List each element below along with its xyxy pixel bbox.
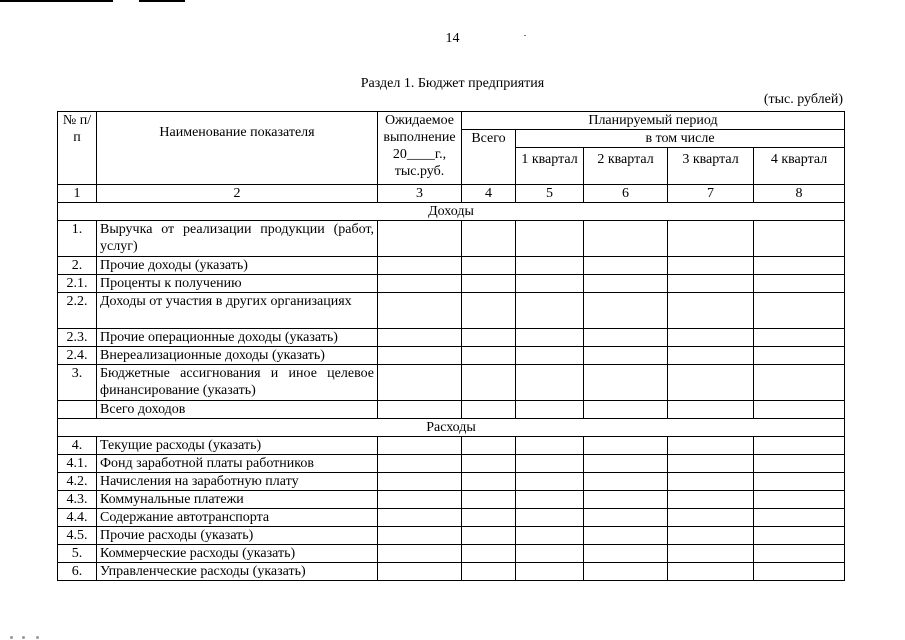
table-row bbox=[58, 545, 845, 563]
table-row bbox=[58, 329, 845, 347]
column-number: 5 bbox=[516, 185, 584, 203]
table-row bbox=[58, 347, 845, 365]
value-cell[interactable] bbox=[462, 563, 516, 581]
header-num: № п/п bbox=[58, 112, 97, 185]
header-expected-line3: 20____г., bbox=[392, 147, 447, 162]
header-expected bbox=[378, 112, 462, 185]
table-row bbox=[58, 221, 845, 257]
column-number: 1 bbox=[58, 185, 97, 203]
value-cell[interactable] bbox=[584, 257, 668, 275]
value-cell[interactable] bbox=[754, 473, 845, 491]
header-quarter-1: 1 квартал bbox=[516, 148, 584, 185]
value-cell[interactable] bbox=[462, 329, 516, 347]
row-number: 6. bbox=[58, 563, 97, 581]
header-planned: Планируемый период bbox=[462, 112, 845, 130]
value-cell[interactable] bbox=[754, 491, 845, 509]
table-row bbox=[58, 293, 845, 329]
value-cell[interactable] bbox=[668, 329, 754, 347]
row-label: Прочие операционные доходы (указать) bbox=[97, 329, 378, 347]
value-cell[interactable] bbox=[462, 257, 516, 275]
column-number-row bbox=[58, 185, 845, 203]
header-including: в том числе bbox=[516, 130, 845, 148]
section-title: Раздел 1. Бюджет предприятия bbox=[360, 76, 545, 91]
section-header: Доходы bbox=[58, 203, 845, 221]
value-cell[interactable] bbox=[462, 491, 516, 509]
value-cell[interactable] bbox=[584, 473, 668, 491]
row-label: Содержание автотранспорта bbox=[97, 509, 378, 527]
value-cell[interactable] bbox=[668, 527, 754, 545]
value-cell[interactable] bbox=[516, 455, 584, 473]
value-cell[interactable] bbox=[754, 401, 845, 419]
value-cell[interactable] bbox=[378, 473, 462, 491]
table-row bbox=[58, 437, 845, 455]
row-number: 2. bbox=[58, 257, 97, 275]
header-quarter-3: 3 квартал bbox=[668, 148, 754, 185]
row-number: 2.1. bbox=[58, 275, 97, 293]
row-number: 4.2. bbox=[58, 473, 97, 491]
value-cell[interactable] bbox=[668, 473, 754, 491]
value-cell[interactable] bbox=[584, 293, 668, 329]
header-total: Всего bbox=[462, 130, 516, 185]
value-cell[interactable] bbox=[584, 437, 668, 455]
value-cell[interactable] bbox=[378, 293, 462, 329]
value-cell[interactable] bbox=[754, 527, 845, 545]
row-label: Прочие доходы (указать) bbox=[97, 257, 378, 275]
row-label: Внереализационные доходы (указать) bbox=[97, 347, 378, 365]
table-row bbox=[58, 401, 845, 419]
value-cell[interactable] bbox=[668, 347, 754, 365]
value-cell[interactable] bbox=[754, 509, 845, 527]
value-cell[interactable] bbox=[378, 275, 462, 293]
value-cell[interactable] bbox=[516, 563, 584, 581]
value-cell[interactable] bbox=[668, 455, 754, 473]
value-cell[interactable] bbox=[584, 275, 668, 293]
value-cell[interactable] bbox=[462, 545, 516, 563]
value-cell[interactable] bbox=[378, 545, 462, 563]
value-cell[interactable] bbox=[378, 509, 462, 527]
header-quarter-2: 2 квартал bbox=[584, 148, 668, 185]
column-number: 7 bbox=[668, 185, 754, 203]
value-cell[interactable] bbox=[378, 221, 462, 257]
value-cell[interactable] bbox=[516, 329, 584, 347]
value-cell[interactable] bbox=[378, 365, 462, 401]
column-number: 6 bbox=[584, 185, 668, 203]
value-cell[interactable] bbox=[668, 545, 754, 563]
value-cell[interactable] bbox=[378, 437, 462, 455]
table-row bbox=[58, 455, 845, 473]
row-number: 1. bbox=[58, 221, 97, 257]
section-header-row bbox=[58, 419, 845, 437]
header-name: Наименование показателя bbox=[97, 112, 378, 185]
row-number: 4.3. bbox=[58, 491, 97, 509]
row-number: 2.3. bbox=[58, 329, 97, 347]
value-cell[interactable] bbox=[516, 347, 584, 365]
value-cell[interactable] bbox=[462, 455, 516, 473]
header-expected-line1: Ожидаемое bbox=[384, 113, 455, 128]
value-cell[interactable] bbox=[668, 401, 754, 419]
section-header: Расходы bbox=[58, 419, 845, 437]
value-cell[interactable] bbox=[754, 563, 845, 581]
value-cell[interactable] bbox=[378, 347, 462, 365]
value-cell[interactable] bbox=[584, 329, 668, 347]
row-number: 5. bbox=[58, 545, 97, 563]
units-note: (тыс. рублей) bbox=[763, 92, 843, 107]
value-cell[interactable] bbox=[516, 491, 584, 509]
row-number: 4.1. bbox=[58, 455, 97, 473]
scan-edge-marks bbox=[0, 636, 905, 640]
value-cell[interactable] bbox=[516, 221, 584, 257]
row-number: 4.4. bbox=[58, 509, 97, 527]
value-cell[interactable] bbox=[516, 293, 584, 329]
row-label: Управленческие расходы (указать) bbox=[97, 563, 378, 581]
value-cell[interactable] bbox=[668, 257, 754, 275]
value-cell[interactable] bbox=[462, 509, 516, 527]
budget-table bbox=[57, 111, 845, 581]
top-rule-left bbox=[0, 0, 113, 2]
value-cell[interactable] bbox=[754, 221, 845, 257]
value-cell[interactable] bbox=[754, 329, 845, 347]
value-cell[interactable] bbox=[668, 365, 754, 401]
table-row bbox=[58, 563, 845, 581]
row-number: 3. bbox=[58, 365, 97, 401]
value-cell[interactable] bbox=[584, 221, 668, 257]
value-cell[interactable] bbox=[462, 437, 516, 455]
table-row bbox=[58, 365, 845, 401]
value-cell[interactable] bbox=[516, 473, 584, 491]
row-number: 2.2. bbox=[58, 293, 97, 329]
value-cell[interactable] bbox=[516, 437, 584, 455]
value-cell[interactable] bbox=[754, 455, 845, 473]
value-cell[interactable] bbox=[754, 293, 845, 329]
value-cell[interactable] bbox=[754, 257, 845, 275]
value-cell[interactable] bbox=[516, 545, 584, 563]
value-cell[interactable] bbox=[462, 221, 516, 257]
row-label: Проценты к получению bbox=[97, 275, 378, 293]
table-row bbox=[58, 509, 845, 527]
value-cell[interactable] bbox=[378, 491, 462, 509]
value-cell[interactable] bbox=[584, 563, 668, 581]
row-label: Доходы от участия в других организациях bbox=[97, 293, 378, 329]
header-expected-line2: выполнение bbox=[383, 130, 456, 145]
row-number: 4.5. bbox=[58, 527, 97, 545]
value-cell[interactable] bbox=[584, 401, 668, 419]
value-cell[interactable] bbox=[462, 347, 516, 365]
value-cell[interactable] bbox=[584, 527, 668, 545]
value-cell[interactable] bbox=[378, 401, 462, 419]
row-number bbox=[58, 401, 97, 419]
value-cell[interactable] bbox=[516, 365, 584, 401]
value-cell[interactable] bbox=[668, 221, 754, 257]
row-label: Коммунальные платежи bbox=[97, 491, 378, 509]
value-cell[interactable] bbox=[516, 257, 584, 275]
row-label: Прочие расходы (указать) bbox=[97, 527, 378, 545]
value-cell[interactable] bbox=[668, 491, 754, 509]
column-number: 2 bbox=[97, 185, 378, 203]
value-cell[interactable] bbox=[378, 329, 462, 347]
value-cell[interactable] bbox=[516, 401, 584, 419]
column-number: 8 bbox=[754, 185, 845, 203]
row-label: Выручка от реализации продукции (работ, услуг) bbox=[97, 221, 378, 257]
value-cell[interactable] bbox=[378, 455, 462, 473]
row-number: 4. bbox=[58, 437, 97, 455]
value-cell[interactable] bbox=[668, 293, 754, 329]
value-cell[interactable] bbox=[516, 509, 584, 527]
row-label: Бюджетные ассигнования и иное целевое финансирование (указать) bbox=[97, 365, 378, 401]
value-cell[interactable] bbox=[668, 563, 754, 581]
header-quarter-4: 4 квартал bbox=[754, 148, 845, 185]
value-cell[interactable] bbox=[584, 455, 668, 473]
top-rule-right bbox=[139, 0, 185, 2]
value-cell[interactable] bbox=[584, 545, 668, 563]
table-row bbox=[58, 527, 845, 545]
row-label: Начисления на заработную плату bbox=[97, 473, 378, 491]
table-row bbox=[58, 257, 845, 275]
value-cell[interactable] bbox=[584, 509, 668, 527]
value-cell[interactable] bbox=[668, 275, 754, 293]
value-cell[interactable] bbox=[462, 473, 516, 491]
value-cell[interactable] bbox=[668, 509, 754, 527]
value-cell[interactable] bbox=[516, 275, 584, 293]
section-header-row bbox=[58, 203, 845, 221]
table-row bbox=[58, 491, 845, 509]
value-cell[interactable] bbox=[462, 527, 516, 545]
row-label: Всего доходов bbox=[97, 401, 378, 419]
value-cell[interactable] bbox=[462, 365, 516, 401]
value-cell[interactable] bbox=[754, 275, 845, 293]
column-number: 4 bbox=[462, 185, 516, 203]
row-label: Коммерческие расходы (указать) bbox=[97, 545, 378, 563]
scan-speck bbox=[524, 35, 526, 36]
value-cell[interactable] bbox=[754, 437, 845, 455]
row-number: 2.4. bbox=[58, 347, 97, 365]
column-number: 3 bbox=[378, 185, 462, 203]
row-label: Фонд заработной платы работников bbox=[97, 455, 378, 473]
value-cell[interactable] bbox=[378, 257, 462, 275]
value-cell[interactable] bbox=[754, 347, 845, 365]
value-cell[interactable] bbox=[584, 347, 668, 365]
header-expected-line4: тыс.руб. bbox=[394, 164, 445, 179]
value-cell[interactable] bbox=[378, 563, 462, 581]
value-cell[interactable] bbox=[754, 365, 845, 401]
row-label: Текущие расходы (указать) bbox=[97, 437, 378, 455]
value-cell[interactable] bbox=[462, 401, 516, 419]
value-cell[interactable] bbox=[754, 545, 845, 563]
table-row bbox=[58, 473, 845, 491]
table-row bbox=[58, 275, 845, 293]
value-cell[interactable] bbox=[668, 437, 754, 455]
value-cell[interactable] bbox=[462, 275, 516, 293]
value-cell[interactable] bbox=[584, 365, 668, 401]
value-cell[interactable] bbox=[462, 293, 516, 329]
page-number: 14 bbox=[445, 31, 460, 46]
value-cell[interactable] bbox=[378, 527, 462, 545]
value-cell[interactable] bbox=[516, 527, 584, 545]
value-cell[interactable] bbox=[584, 491, 668, 509]
